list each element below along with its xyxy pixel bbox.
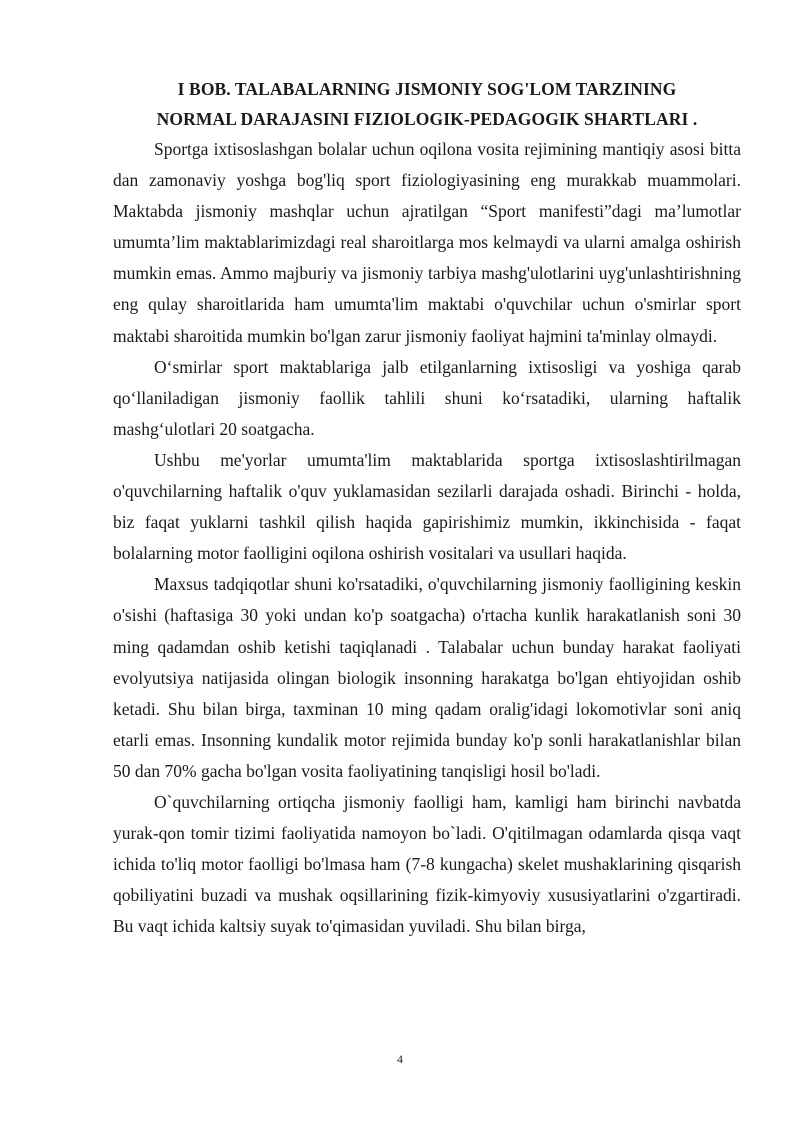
- paragraph-4: Maxsus tadqiqotlar shuni ko'rsatadiki, o'quvchilarning jismoniy faolligining keskin o'sishi (haftasiga 30 yoki undan ko'p soatgacha) o'rtacha kunlik harakatlanish soni 30 ming qadamdan oshib ketishi taqiqlanadi . Talabalar uchun bunday harakat faoliyati evolyutsiya natijasida olingan biologik insonning harakatga bo'lgan ehtiyojidan oshib ketadi. Shu bilan birga, taxminan 10 ming qadam oralig'idagi lokomotivlar soni aniq etarli emas. Insonning kundalik motor rejimida bunday ko'p sonli harakatlanishlar bilan 50 dan 70% gacha bo'lgan vosita faoliyatining tanqisligi hosil bo'ladi.: [113, 574, 741, 781]
- document-page: [113, 74, 741, 942]
- paragraph-1: Sportga ixtisoslashgan bolalar uchun oqilona vosita rejimining mantiqiy asosi bitta dan zamonaviy yoshga bog'liq sport fiziologiyasining eng murakkab muammolari. Maktabda jismoniy mashqlar uchun ajratilgan “Sport manifesti”dagi ma’lumotlar umumta’lim maktablarimizdagi real sharoitlarga mos kelmaydi va ularni amalga oshirish mumkin emas. Ammo majburiy va jismoniy tarbiya mashg'ulotlarini uyg'unlashtirishning eng qulay sharoitlarida ham umumta'lim maktabi o'quvchilar uchun o'smirlar sport maktabi sharoitida mumkin bo'lgan zarur jismoniy faoliyat hajmini ta'minlay olmaydi.: [113, 139, 741, 346]
- paragraph-5: O`quvchilarning ortiqcha jismoniy faolligi ham, kamligi ham birinchi navbatda yurak-qon tomir tizimi faoliyatida namoyon bo`ladi. O'qitilmagan odamlarda qisqa vaqt ichida to'liq motor faolligi bo'lmasa ham (7-8 kungacha) skelet mushaklarining qisqarish qobiliyatini buzadi va mushak oqsillarining fizik-kimyoviy xususiyatlarini o'zgartiradi. Bu vaqt ichida kaltsiy suyak to'qimasidan yuviladi. Shu bilan birga,: [113, 791, 741, 937]
- page-number: 4: [397, 1052, 403, 1066]
- paragraph-2: O‘smirlar sport maktablariga jalb etilganlarning ixtisosligi va yoshiga qarab qo‘llaniladigan jismoniy faollik tahlili shuni ko‘rsatadiki, ularning haftalik mashg‘ulotlari 20 soatgacha.: [113, 356, 741, 439]
- heading-line-1: I BOB. TALABALARNING JISMONIY SOG'LOM TARZINING: [177, 79, 677, 99]
- chapter-heading: [113, 74, 741, 134]
- paragraph-3: Ushbu me'yorlar umumta'lim maktablarida sportga ixtisoslashtirilmagan o'quvchilarning haftalik o'quv yuklamasidan sezilarli darajada oshadi. Birinchi - holda, biz faqat yuklarni tashkil qilish haqida gapirishimiz mumkin, ikkinchisida - faqat bolalarning motor faolligini oqilona oshirish vositalari va usullari haqida.: [113, 449, 741, 564]
- heading-line-2: NORMAL DARAJASINI FIZIOLOGIK-PEDAGOGIK SHARTLARI .: [156, 109, 698, 129]
